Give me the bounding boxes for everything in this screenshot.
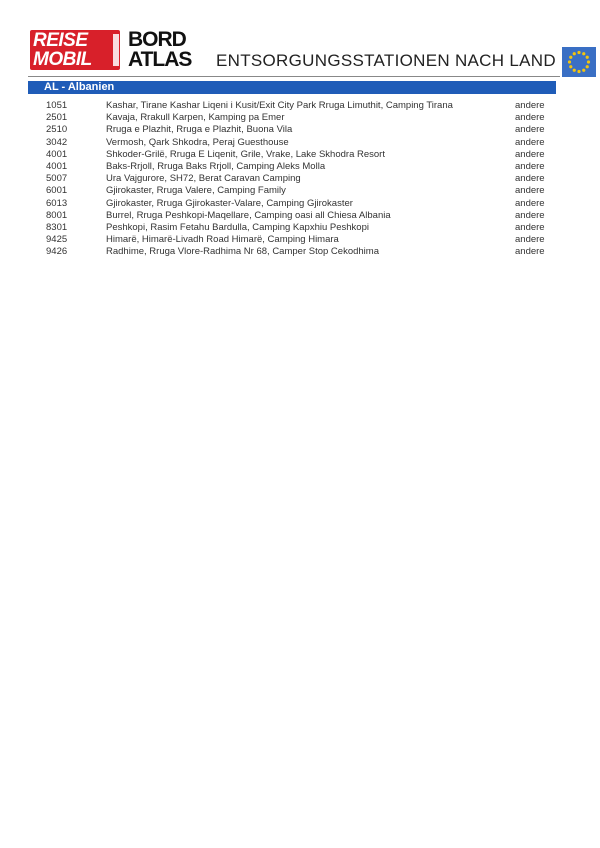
station-row [0,173,600,185]
station-description: Baks-Rrjoll, Rruga Baks Rrjoll, Camping Aleks Molla [106,161,326,173]
eu-star [586,65,589,68]
station-code: 2501 [46,112,68,124]
station-type: andere [515,124,545,136]
logo-atlas-word: ATLAS [128,48,192,71]
station-description: Kashar, Tirane Kashar Liqeni i Kusit/Exit City Park Rruga Limuthit, Camping Tirana [106,100,453,111]
station-code: 6001 [46,185,68,197]
station-description: Ura Vajgurore, SH72, Berat Caravan Camping [106,173,301,185]
station-type: andere [515,173,545,185]
station-code: 3042 [46,136,68,148]
station-description: Gjirokaster, Rruga Valere, Camping Family [106,185,286,197]
station-description: Burrel, Rruga Peshkopi-Maqellare, Camping oasi all Chiesa Albania [106,209,391,221]
logo-side-strip [113,34,119,66]
station-description: Shkoder-Grilë, Rruga E Liqenit, Grile, Vrake, Lake Skhodra Resort [106,148,385,160]
page-title: ENTSORGUNGSSTATIONEN NACH LAND [216,51,556,70]
station-code: 4001 [46,161,68,173]
station-code: 8301 [46,222,68,234]
station-code: 4001 [46,148,68,160]
eu-star [577,51,580,54]
station-description: Gjirokaster, Rruga Gjirokaster-Valare, Camping Gjirokaster [106,197,353,209]
station-type: andere [515,148,545,160]
eu-star [569,65,572,68]
country-heading [28,81,556,94]
eu-star [586,56,589,59]
station-type: andere [515,112,545,124]
station-type: andere [515,197,545,209]
station-code: 9425 [46,234,68,246]
eu-star [573,52,576,55]
station-code: 9426 [46,246,68,258]
station-description: Himarë, Himarë-Livadh Road Himarë, Camping Himara [106,234,339,246]
station-description: Vermosh, Qark Shkodra, Peraj Guesthouse [106,136,289,148]
bord-atlas-logo [128,30,202,70]
station-type: andere [515,161,545,173]
station-description: Rruga e Plazhit, Rruga e Plazhit, Buona Vila [106,124,293,136]
station-list [0,100,600,259]
station-row [0,234,600,246]
station-type: andere [515,185,545,197]
logo-reise-word: REISE [33,30,88,51]
station-type: andere [515,222,545,234]
station-code: 1051 [46,100,68,111]
station-row [0,246,600,258]
station-description: Peshkopi, Rasim Fetahu Bardulla, Camping Kapxhiu Peshkopi [106,222,369,234]
station-type: andere [515,246,545,258]
header-divider [28,76,560,77]
station-row [0,149,600,161]
station-row [0,112,600,124]
station-type: andere [515,136,545,148]
station-row [0,198,600,210]
eu-flag-icon [562,47,596,77]
eu-star [568,60,571,63]
page-header [0,0,600,80]
country-label: AL - Albanien [44,81,115,93]
station-row [0,100,600,112]
station-code: 2510 [46,124,68,136]
station-row [0,210,600,222]
station-type: andere [515,100,545,111]
eu-star [573,69,576,72]
logo-mobil-word: MOBIL [33,49,92,70]
station-description: Kavaja, Rrakull Karpen, Kamping pa Emer [106,112,285,124]
station-code: 5007 [46,173,68,185]
eu-star [587,60,590,63]
reise-mobil-logo [30,30,120,70]
station-row [0,222,600,234]
station-type: andere [515,209,545,221]
station-code: 6013 [46,197,68,209]
station-row [0,137,600,149]
eu-star [577,70,580,73]
station-code: 8001 [46,209,68,221]
station-row [0,185,600,197]
station-row [0,124,600,136]
station-type: andere [515,234,545,246]
logo-bord-word: BORD [128,28,186,51]
eu-star [582,69,585,72]
eu-flag-stars [562,47,596,77]
eu-star [582,52,585,55]
station-description: Radhime, Rruga Vlore-Radhima Nr 68, Camper Stop Cekodhima [106,246,379,258]
station-row [0,161,600,173]
eu-star [569,56,572,59]
